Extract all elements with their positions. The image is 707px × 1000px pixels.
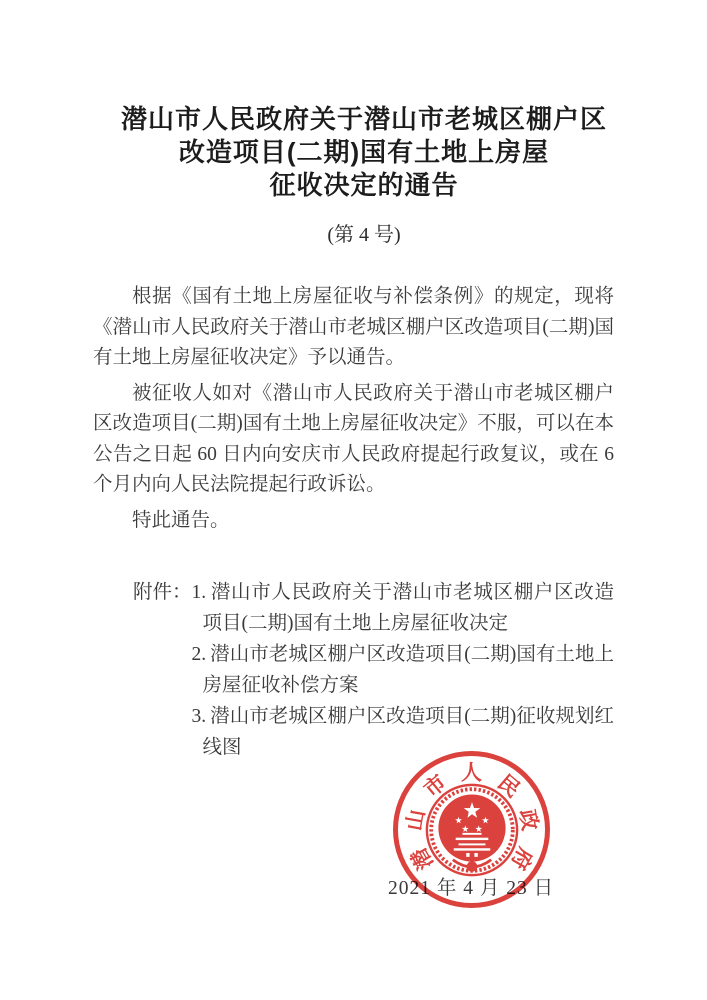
attachments-label: 附件： (133, 582, 192, 603)
seal-char: 市 (419, 770, 451, 802)
issue-date: 2021 年 4 月 23 日 (388, 878, 555, 899)
attachment-number: 1. (191, 582, 207, 603)
seal-char: 府 (505, 843, 537, 873)
seal-char: 政 (514, 807, 541, 832)
attachments-list (192, 577, 614, 763)
seal-text (398, 756, 545, 903)
attachment-item (192, 639, 614, 701)
attachment-text: 潜山市老城区棚户区改造项目(二期)国有土地上房屋征收补偿方案 (202, 644, 614, 696)
attachment-text: 潜山市人民政府关于潜山市老城区棚户区改造项目(二期)国有土地上房屋征收决定 (202, 582, 614, 634)
seal-char: 人 (461, 761, 482, 784)
attachment-text: 潜山市老城区棚户区改造项目(二期)征收规划红线图 (202, 706, 614, 758)
paragraph: 被征收人如对《潜山市人民政府关于潜山市老城区棚户区改造项目(二期)国有土地上房屋征收决定》不服，可以在本公告之日起 60 日内向安庆市人民政府提起行政复议，或在 6 个月内向人民法院提起行政诉讼。 (93, 382, 614, 495)
attachments-section (133, 577, 614, 763)
doc-number: (第 4 号) (327, 224, 401, 246)
doc-title (104, 103, 624, 202)
seal-char: 潜 (406, 843, 438, 873)
seal-char: 民 (492, 770, 524, 802)
attachment-number: 3. (191, 706, 207, 727)
seal-char: 山 (402, 807, 429, 832)
attachment-item (192, 701, 614, 763)
doc-title-line: 征收决定的通告 (269, 170, 459, 200)
paragraph: 根据《国有土地上房屋征收与补偿条例》的规定，现将《潜山市人民政府关于潜山市老城区棚户区改造项目(二期)国有土地上房屋征收决定》予以通告。 (93, 286, 614, 368)
paragraph: 特此通告。 (132, 509, 230, 531)
official-seal (393, 751, 550, 908)
attachment-item (192, 577, 614, 639)
attachment-number: 2. (191, 644, 207, 665)
doc-body (93, 282, 614, 541)
doc-title-line: 潜山市人民政府关于潜山市老城区棚户区 (120, 104, 607, 134)
doc-title-line: 改造项目(二期)国有土地上房屋 (178, 137, 550, 167)
